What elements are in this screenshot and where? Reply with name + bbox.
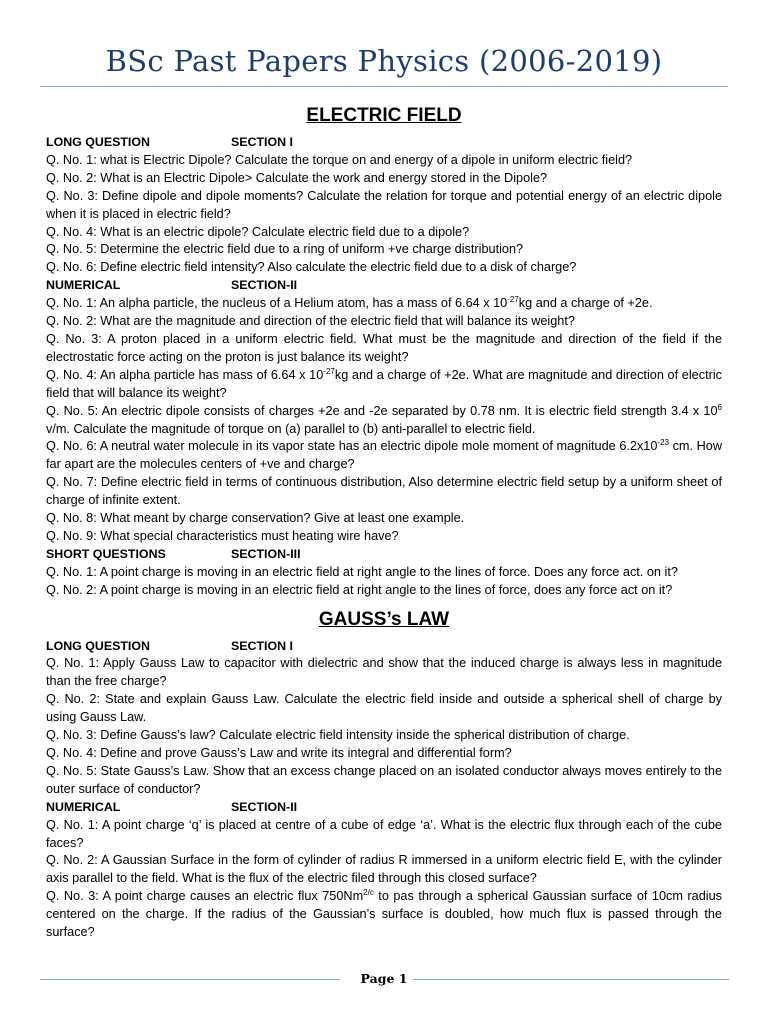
question-text: kg and a charge of +2e. [518, 296, 653, 311]
question-text: v/m. Calculate the magnitude of torque on (a) parallel to (b) anti-parallel to electric field. [46, 421, 536, 436]
question-item: Q. No. 2: A point charge is moving in an electric field at right angle to the lines of force, does any force act on it? [46, 582, 673, 597]
question-text: kg and a charge of +2e. What are magnitude and direction of electric field that will balance its weight? [46, 367, 722, 400]
question-item: Q. No. 1: A point charge ‘q’ is placed at centre of a cube of edge ‘a’. What is the electric flux through each of the cube faces? [46, 817, 722, 850]
question-item [46, 438, 722, 474]
subheading-section: SECTION-II [231, 278, 298, 293]
question-item [46, 367, 722, 403]
question-text: cm. How far apart are the molecules centers of +ve and charge? [46, 439, 722, 472]
question-item [46, 403, 722, 439]
section-title-electric-field: ELECTRIC FIELD [306, 105, 462, 126]
superscript: 6 [717, 402, 722, 412]
question-text: Q. No. 6: A neutral water molecule in its vapor state has an electric dipole mole moment of magnitude 6.2x10 [46, 439, 658, 454]
question-item: Q. No. 7: Define electric field in terms of continuous distribution, Also determine electric field setup by a uniform sheet of charge of infinite extent. [46, 475, 722, 508]
question-item: Q. No. 2: What is an Electric Dipole> Calculate the work and energy stored in the Dipole? [46, 170, 548, 185]
question-text: to pas through a spherical Gaussian surface of 10cm radius centered on the charge. If the radius of the Gaussian’s surface is doubled, how much flux is passed through the surface? [46, 889, 722, 940]
section-title-gauss-law: GAUSS’s LAW [318, 608, 450, 630]
question-item [46, 295, 722, 313]
question-item: Q. No. 4: What is an electric dipole? Calculate electric field due to a dipole? [46, 224, 470, 239]
question-text: Q. No. 4: An alpha particle has mass of 6.64 x 10 [46, 367, 324, 382]
title-divider [40, 86, 728, 87]
question-item: Q. No. 8: What meant by charge conservation? Give at least one example. [46, 511, 465, 526]
subheading-kind: LONG QUESTION [46, 638, 150, 653]
subheading-kind: NUMERICAL [46, 278, 121, 293]
subheading-numerical [46, 277, 722, 295]
question-item: Q. No. 4: Define and prove Gauss’s Law and write its integral and differential form? [46, 746, 512, 760]
subheading-section: SECTION I [231, 135, 293, 149]
subheading-long-question [46, 134, 722, 152]
question-text: Q. No. 1: An alpha particle, the nucleus of a Helium atom, has a mass of 6.64 x 10 [46, 296, 508, 311]
question-item: Q. No. 2: A Gaussian Surface in the form of cylinder of radius R immersed in a uniform electric field E, with the cylinder axis parallel to the field. What is the flux of the electric filed through this closed surface? [46, 853, 722, 886]
page-content [46, 102, 722, 942]
question-item: Q. No. 5: Determine the electric field due to a ring of uniform +ve charge distribution? [46, 242, 524, 257]
subheading-kind: SHORT QUESTIONS [46, 546, 166, 561]
footer-divider-right [413, 979, 729, 980]
document-title: BSc Past Papers Physics (2006-2019) [105, 44, 663, 78]
subheading-short-questions [46, 546, 722, 564]
subheading-kind: NUMERICAL [46, 799, 121, 814]
question-item: Q. No. 2: What are the magnitude and direction of the electric field that will balance its weight? [46, 314, 575, 329]
question-item: Q. No. 9: What special characteristics must heating wire have? [46, 528, 399, 543]
question-item: Q. No. 5: State Gauss’s Law. Show that an excess change placed on an isolated conductor always moves entirely to the outer surface of conductor? [46, 763, 722, 796]
subheading-kind: LONG QUESTION [46, 135, 150, 149]
question-item: Q. No. 1: A point charge is moving in an electric field at right angle to the lines of force. Does any force act. on it? [46, 564, 678, 579]
subheading-numerical [46, 799, 722, 817]
superscript: 2/c [363, 888, 374, 898]
subheading-section: SECTION-II [231, 799, 298, 814]
question-text: Q. No. 3: A point charge causes an electric flux 750Nm [46, 889, 364, 904]
question-item: Q. No. 3: Define dipole and dipole moments? Calculate the relation for torque and potential energy of an electric dipole when it is placed in electric field? [46, 188, 722, 221]
question-item: Q. No. 1: what is Electric Dipole? Calculate the torque on and energy of a dipole in uniform electric field? [46, 152, 633, 167]
superscript: -23 [657, 438, 669, 448]
question-item: Q. No. 3: A proton placed in a uniform electric field. What must be the magnitude and direction of the field if the electrostatic force acting on the proton is just balance its weight? [46, 331, 722, 364]
superscript: -27 [507, 294, 519, 304]
superscript: -27 [323, 366, 335, 376]
question-item: Q. No. 6: Define electric field intensity? Also calculate the electric field due to a disk of charge? [46, 260, 577, 275]
question-item [46, 888, 722, 942]
page-number: Page 1 [360, 971, 408, 986]
question-text: Q. No. 5: An electric dipole consists of charges +2e and -2e separated by 0.78 nm. It is electric field strength 3.4 x 10 [46, 403, 718, 418]
subheading-section: SECTION-III [231, 546, 301, 561]
question-item: Q. No. 1: Apply Gauss Law to capacitor with dielectric and show that the induced charge is always less in magnitude than the free charge? [46, 656, 722, 689]
subheading-section: SECTION I [231, 638, 293, 653]
question-item: Q. No. 2: State and explain Gauss Law. Calculate the electric field inside and outside a spherical shell of charge by using Gauss Law. [46, 692, 722, 725]
subheading-long-question [46, 638, 722, 656]
question-item: Q. No. 3: Define Gauss’s law? Calculate electric field intensity inside the spherical distribution of charge. [46, 728, 630, 743]
